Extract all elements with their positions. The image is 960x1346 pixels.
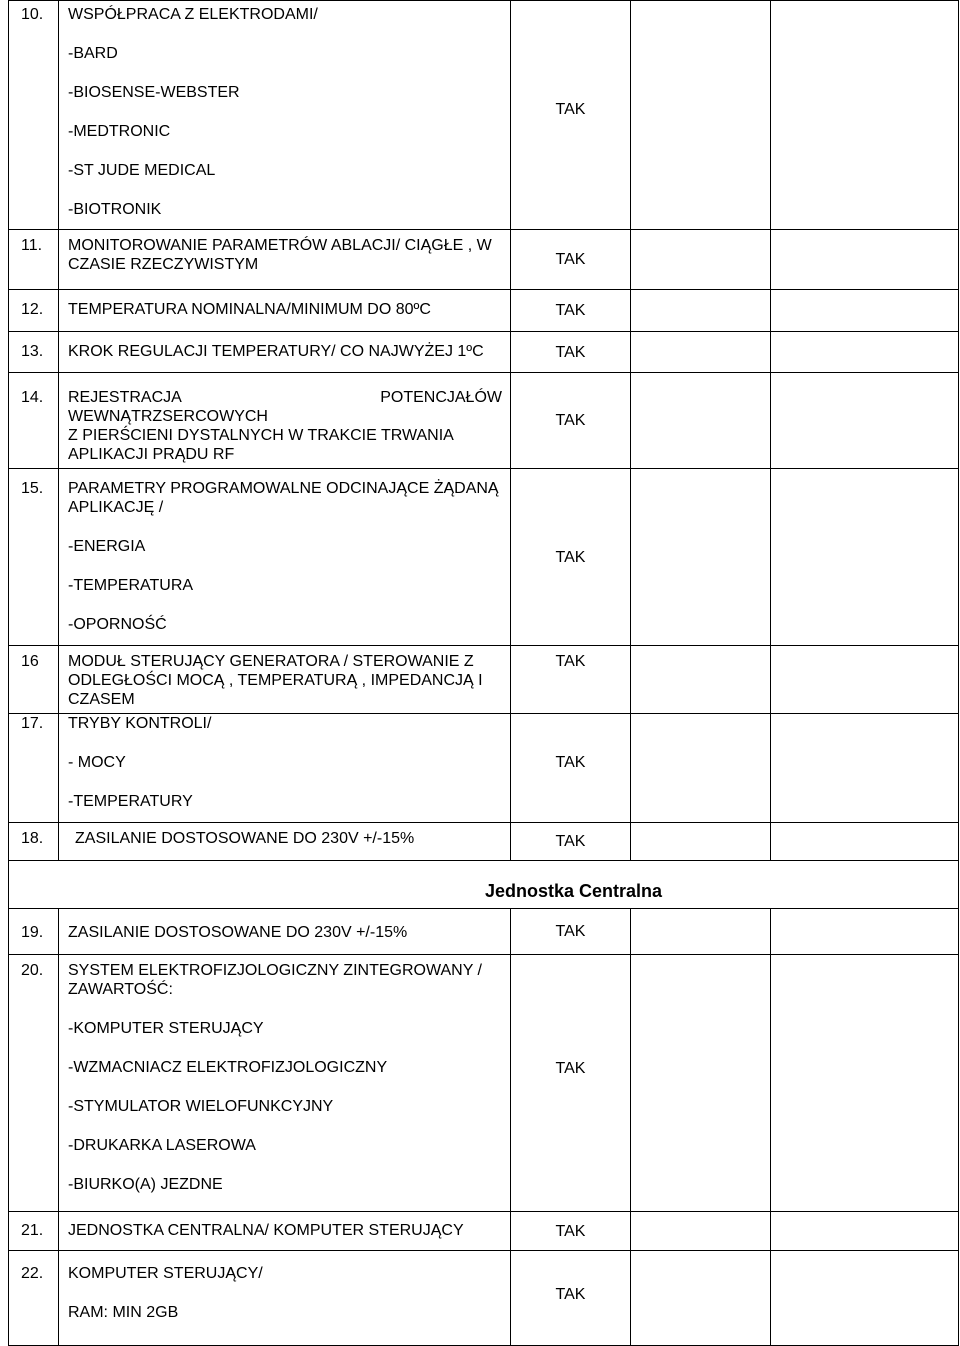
empty-cell: [631, 469, 771, 646]
empty-cell: [771, 955, 959, 1212]
row-description: SYSTEM ELEKTROFIZJOLOGICZNY ZINTEGROWANY / ZAWARTOŚĆ: -KOMPUTER STERUJĄCY -WZMACNIACZ ELEKTROFIZJOLOGICZNY -STYMULATOR WIELOFUNKCYJNY -DRUKARKA LASEROWA -BIURKO(A) JEZDNE: [59, 955, 511, 1212]
row-value: TAK: [511, 823, 631, 861]
row-number: 12.: [9, 290, 59, 332]
table-row: [9, 230, 959, 290]
row-value: TAK: [511, 646, 631, 714]
empty-cell: [631, 955, 771, 1212]
empty-cell: [631, 714, 771, 823]
table-row: [9, 1, 959, 230]
empty-cell: [631, 230, 771, 290]
row-description: KOMPUTER STERUJĄCY/ RAM: MIN 2GB: [59, 1251, 511, 1346]
row-description: ZASILANIE DOSTOSOWANE DO 230V +/-15%: [59, 909, 511, 955]
row-description: TEMPERATURA NOMINALNA/MINIMUM DO 80ºC: [59, 290, 511, 332]
row-description: ZASILANIE DOSTOSOWANE DO 230V +/-15%: [59, 823, 511, 861]
row-value: TAK: [511, 1212, 631, 1251]
empty-cell: [771, 230, 959, 290]
row-number: 21.: [9, 1212, 59, 1251]
empty-cell: [631, 909, 771, 955]
empty-cell: [771, 909, 959, 955]
row-number: 14.: [9, 373, 59, 469]
row-description: KROK REGULACJI TEMPERATURY/ CO NAJWYŻEJ 1ºC: [59, 332, 511, 373]
row-value: TAK: [511, 714, 631, 823]
row-value: TAK: [511, 1251, 631, 1346]
row-number: 20.: [9, 955, 59, 1212]
row-value: TAK: [511, 955, 631, 1212]
row-number: 15.: [9, 469, 59, 646]
table-row: [9, 332, 959, 373]
empty-cell: [631, 373, 771, 469]
row-value: TAK: [511, 469, 631, 646]
row-value: TAK: [511, 1, 631, 230]
row-value: TAK: [511, 909, 631, 955]
row-number: 13.: [9, 332, 59, 373]
row-value: TAK: [511, 332, 631, 373]
row-number: 22.: [9, 1251, 59, 1346]
empty-cell: [631, 1, 771, 230]
row-number: 19.: [9, 909, 59, 955]
row-description: PARAMETRY PROGRAMOWALNE ODCINAJĄCE ŻĄDANĄ APLIKACJĘ / -ENERGIA -TEMPERATURA -OPORNOŚĆ: [59, 469, 511, 646]
empty-cell: [771, 1212, 959, 1251]
empty-cell: [771, 1251, 959, 1346]
empty-cell: [771, 646, 959, 714]
table-row: [9, 1212, 959, 1251]
row-number: 11.: [9, 230, 59, 290]
table-row: [9, 714, 959, 823]
section-header-row: [9, 861, 959, 909]
row-number: 16: [9, 646, 59, 714]
row-value: TAK: [511, 290, 631, 332]
empty-cell: [631, 332, 771, 373]
row-number: 10.: [9, 1, 59, 230]
empty-cell: [631, 290, 771, 332]
empty-cell: [771, 290, 959, 332]
table-row: [9, 469, 959, 646]
row-description: WSPÓŁPRACA Z ELEKTRODAMI/ -BARD -BIOSENSE-WEBSTER -MEDTRONIC -ST JUDE MEDICAL -BIOTRONIK: [59, 1, 511, 230]
row-value: TAK: [511, 230, 631, 290]
empty-cell: [771, 714, 959, 823]
row-description: MODUŁ STERUJĄCY GENERATORA / STEROWANIE Z ODLEGŁOŚCI MOCĄ , TEMPERATURĄ , IMPEDANCJĄ I CZASEM: [59, 646, 511, 714]
row-description: MONITOROWANIE PARAMETRÓW ABLACJI/ CIĄGŁE , W CZASIE RZECZYWISTYM: [59, 230, 511, 290]
empty-cell: [771, 469, 959, 646]
row-description: JEDNOSTKA CENTRALNA/ KOMPUTER STERUJĄCY: [59, 1212, 511, 1251]
table-row: [9, 646, 959, 714]
section-title: Jednostka Centralna: [9, 861, 959, 909]
empty-cell: [631, 1212, 771, 1251]
table-row: [9, 290, 959, 332]
row-number: 18.: [9, 823, 59, 861]
table-row: [9, 373, 959, 469]
row-number: 17.: [9, 714, 59, 823]
row-description: REJESTRACJA POTENCJAŁÓW WEWNĄTRZSERCOWYCH Z PIERŚCIENI DYSTALNYCH W TRAKCIE TRWANIA APLIKACJI PRĄDU RF: [59, 373, 511, 469]
empty-cell: [771, 373, 959, 469]
empty-cell: [631, 1251, 771, 1346]
empty-cell: [771, 823, 959, 861]
empty-cell: [771, 1, 959, 230]
empty-cell: [631, 823, 771, 861]
row-description: TRYBY KONTROLI/ - MOCY -TEMPERATURY: [59, 714, 511, 823]
table-row: [9, 1251, 959, 1346]
row-value: TAK: [511, 373, 631, 469]
table-row: [9, 955, 959, 1212]
table-row: [9, 909, 959, 955]
specification-table: [8, 0, 959, 1346]
empty-cell: [771, 332, 959, 373]
table-row: [9, 823, 959, 861]
empty-cell: [631, 646, 771, 714]
